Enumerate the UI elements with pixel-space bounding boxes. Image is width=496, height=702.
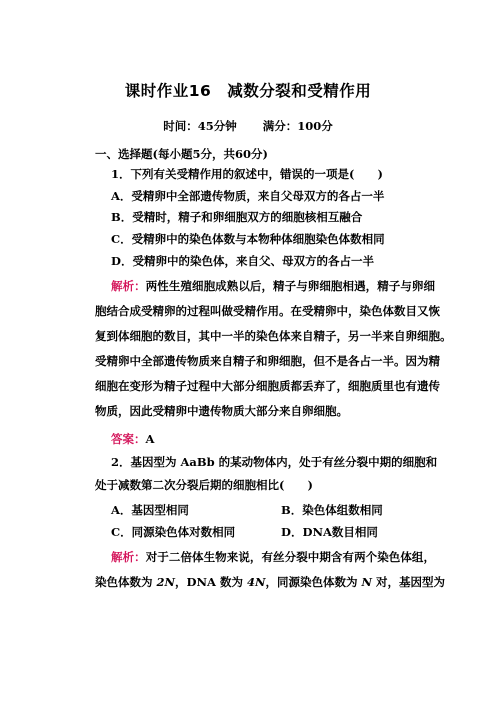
question-1-option-a: A．受精卵中全部遗传物质，来自父母双方的各占一半 <box>111 189 385 203</box>
analysis-line: 受精卵中全部遗传物质来自精子和卵细胞，但不是各占一半。因为精 <box>95 354 440 368</box>
analysis-line <box>95 574 446 590</box>
analysis-text: ，同源染色体数为 <box>265 575 362 589</box>
lesson-title: 减数分裂和受精作用 <box>227 82 372 100</box>
formula-value: 2N <box>156 575 176 589</box>
analysis-line: 复到体细胞的数目，其中一半的染色体来自精子，另一半来自卵细胞。 <box>95 329 452 343</box>
question-2-option-b: B．染色体组数相同 <box>281 503 383 517</box>
answer-label: 答案： <box>111 432 146 446</box>
analysis-line: 细胞在变形为精子过程中大部分细胞质都丢弃了，细胞质里也有遗传 <box>95 379 440 393</box>
analysis-line: 物质，因此受精卵中遗传物质大部分来自卵细胞。 <box>95 404 348 418</box>
question-2-stem: 2．基因型为 AaBb 的某动物体内，处于有丝分裂中期的细胞和 <box>111 455 438 469</box>
analysis-text: ，DNA 数为 <box>175 575 247 589</box>
page-title <box>0 79 496 101</box>
full-score: 满分：100分 <box>262 119 333 133</box>
question-1-option-d: D．受精卵中的染色体，来自父、母双方的各占一半 <box>111 254 374 268</box>
analysis-label: 解析： <box>111 550 146 564</box>
analysis-text: 染色体数为 <box>95 575 157 589</box>
question-2-option-c: C．同源染色体对数相同 <box>111 525 236 539</box>
analysis-line: 胞结合成受精卵的过程叫做受精作用。在受精卵中，染色体数目又恢 <box>95 304 440 318</box>
exam-meta <box>0 118 496 134</box>
question-1-option-c: C．受精卵中的染色体数与本物种体细胞染色体数相同 <box>111 232 385 246</box>
question-2-option-a: A．基因型相同 <box>111 503 189 517</box>
section-heading: 一、选择题(每小题5分，共60分) <box>95 147 268 161</box>
formula-value: N <box>361 575 372 589</box>
lesson-number: 课时作业16 <box>124 82 212 100</box>
question-2-options-row <box>111 524 451 540</box>
analysis-text: 对于二倍体生物来说，有丝分裂中期含有两个染色体组， <box>145 550 436 564</box>
time-limit: 时间：45分钟 <box>163 119 237 133</box>
question-2-analysis <box>111 549 435 565</box>
analysis-text: 两性生殖细胞成熟以后，精子与卵细胞相遇，精子与卵细 <box>145 279 436 293</box>
question-2-options-row <box>111 502 451 518</box>
answer-value: A <box>145 432 155 446</box>
question-1-analysis <box>111 278 435 294</box>
question-2-stem: 处于减数第二次分裂后期的细胞相比( ) <box>95 478 313 492</box>
analysis-text: 对，基因型为 <box>372 575 446 589</box>
question-2-option-d: D．DNA数目相同 <box>281 525 378 539</box>
analysis-label: 解析： <box>111 279 146 293</box>
formula-value: 4N <box>246 575 266 589</box>
question-1-stem: 1．下列有关受精作用的叙述中，错误的一项是( ) <box>111 167 383 181</box>
question-1-option-b: B．受精时，精子和卵细胞双方的细胞核相互融合 <box>111 210 363 224</box>
question-1-answer <box>111 431 451 447</box>
